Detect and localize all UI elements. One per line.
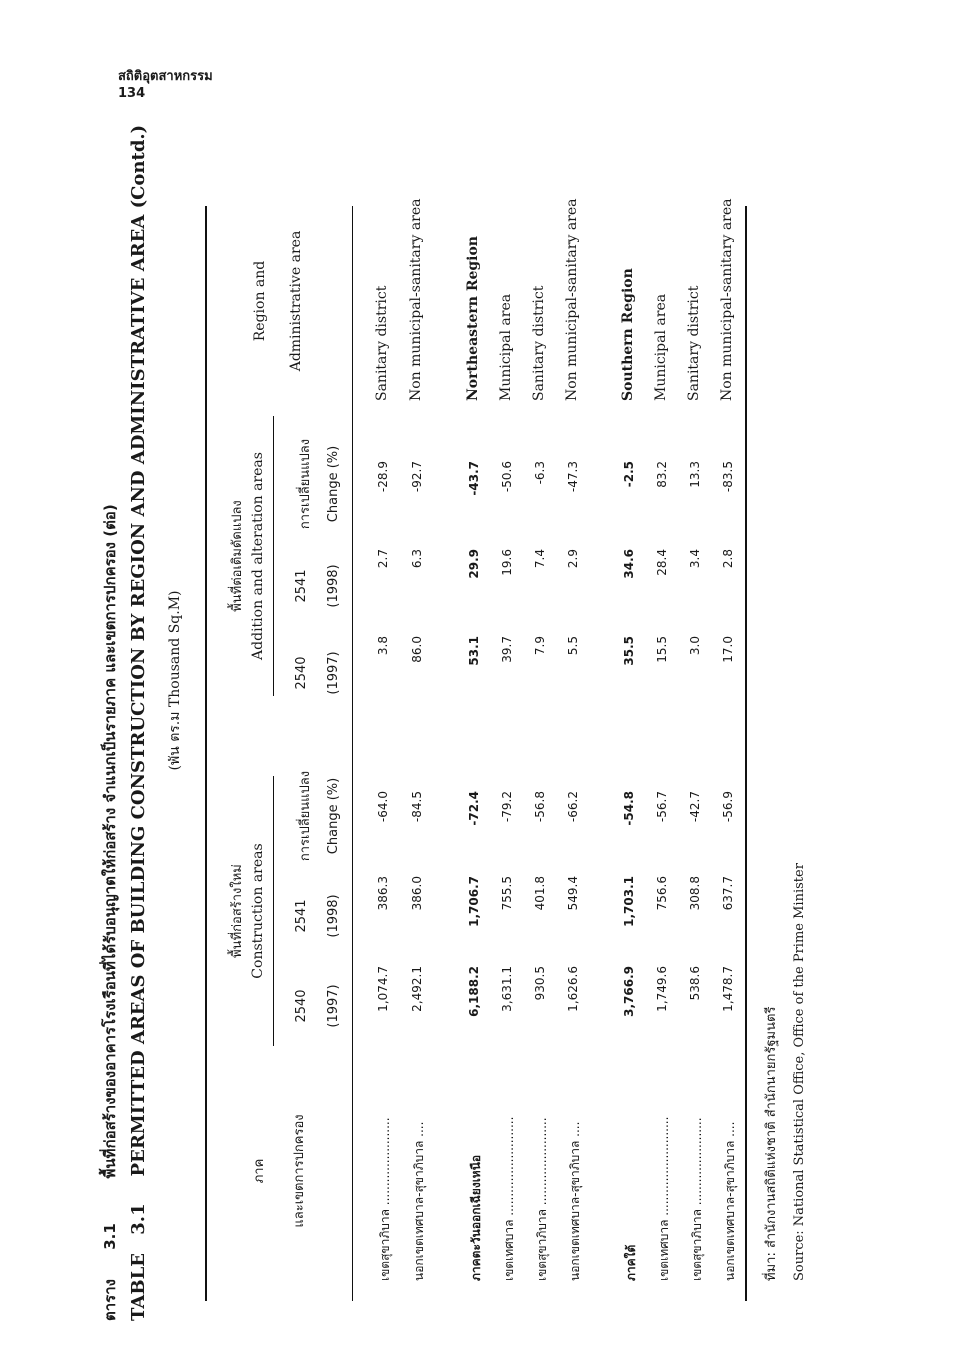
row-label-thai: เขตเทศบาล .......................... <box>502 1116 516 1281</box>
addition-header-rule <box>273 416 274 696</box>
table-number-eng: 3.1 <box>128 1203 149 1235</box>
cell-c1998: 386.0 <box>410 876 424 911</box>
cell-c1998: 637.7 <box>721 876 735 911</box>
header-bottom-rule <box>352 206 353 1301</box>
cell-a1998: 6.3 <box>410 549 424 569</box>
cell-a1998: 19.6 <box>500 549 514 576</box>
cell-cchg: -56.8 <box>533 791 547 823</box>
header-c-year1-ad: (1997) <box>326 984 341 1028</box>
table-title-thai <box>98 504 122 1321</box>
row-label-eng: Sanitary district <box>531 285 547 401</box>
cell-cchg: -56.9 <box>721 791 735 823</box>
header-region-eng: Region and <box>252 260 268 342</box>
cell-c1997: 1,478.7 <box>721 966 735 1012</box>
table-title-eng-text: PERMITTED AREAS OF BUILDING CONSTRUCTION BY REGION AND ADMINISTRATIVE AREA (Contd.) <box>128 124 149 1177</box>
cell-c1998: 386.3 <box>376 876 390 911</box>
cell-a1998: 28.4 <box>655 549 669 576</box>
row-label-eng: Non municipal-sanitary area <box>719 198 735 401</box>
row-label-thai: นอกเขตเทศบาล-สุขาภิบาล .... <box>568 1121 582 1281</box>
header-admin-eng: Administrative area <box>288 230 304 372</box>
cell-a1997: 3.8 <box>376 636 390 656</box>
cell-cchg: -64.0 <box>376 791 390 823</box>
cell-a1998: 7.4 <box>533 549 547 569</box>
cell-c1998: 1,706.7 <box>467 876 481 927</box>
row-label-thai: เขตสุขาภิบาล ....................... <box>535 1117 549 1281</box>
header-a-change-thai: การเปลี่ยนแปลง <box>298 438 313 530</box>
cell-a1997: 35.5 <box>622 636 636 666</box>
header-addition-thai: พื้นที่ต่อเติมดัดแปลง <box>230 500 245 612</box>
cell-c1997: 538.6 <box>688 966 702 1001</box>
table-bottom-rule <box>745 206 747 1301</box>
page-header-title: สถิติอุตสาหกรรม <box>118 69 213 84</box>
cell-c1998: 756.6 <box>655 876 669 911</box>
cell-a1997: 7.9 <box>533 636 547 656</box>
cell-a1997: 3.0 <box>688 636 702 656</box>
row-label-eng: Non municipal-sanitary area <box>564 198 580 401</box>
row-label-thai: เขตสุขาภิบาล ....................... <box>378 1117 392 1281</box>
row-label-thai: ภาคตะวันออกเฉียงเหนือ <box>469 1154 483 1281</box>
cell-c1997: 1,074.7 <box>376 966 390 1012</box>
cell-a1997: 17.0 <box>721 636 735 663</box>
cell-cchg: -72.4 <box>467 791 481 826</box>
cell-c1997: 1,749.6 <box>655 966 669 1012</box>
row-label-thai: นอกเขตเทศบาล-สุขาภิบาล .... <box>412 1121 426 1281</box>
construction-header-rule <box>273 776 274 1046</box>
header-a-change-eng: Change (%) <box>326 445 341 523</box>
cell-cchg: -54.8 <box>622 791 636 826</box>
table-number-thai: 3.1 <box>101 1223 119 1250</box>
cell-c1997: 3,766.9 <box>622 966 636 1017</box>
row-label-thai: ภาคใต้ <box>624 1244 638 1281</box>
cell-c1997: 1,626.6 <box>566 966 580 1012</box>
page-number: 134 <box>118 86 146 101</box>
table-title-eng <box>128 125 149 1321</box>
header-c-year1-be: 2540 <box>294 989 309 1023</box>
row-label-eng: Sanitary district <box>686 285 702 401</box>
table-unit: (พัน ตร.ม Thousand Sq.M) <box>167 590 183 771</box>
cell-achg: -2.5 <box>622 461 636 488</box>
row-label-eng: Municipal area <box>498 293 514 401</box>
cell-a1997: 5.5 <box>566 636 580 656</box>
cell-a1998: 2.9 <box>566 549 580 569</box>
row-label-eng: Sanitary district <box>374 285 390 401</box>
cell-c1997: 2,492.1 <box>410 966 424 1012</box>
cell-cchg: -84.5 <box>410 791 424 823</box>
header-construction-thai: พื้นที่ก่อสร้างใหม่ <box>230 864 245 958</box>
row-label-eng: Non municipal-sanitary area <box>408 198 424 401</box>
header-a-year1-ad: (1997) <box>326 651 341 695</box>
cell-a1997: 39.7 <box>500 636 514 663</box>
cell-c1997: 6,188.2 <box>467 966 481 1017</box>
header-admin-thai: และเขตการปกครอง <box>292 1114 307 1228</box>
cell-cchg: -56.7 <box>655 791 669 823</box>
cell-c1997: 930.5 <box>533 966 547 1001</box>
cell-achg: -83.5 <box>721 461 735 493</box>
cell-achg: 83.2 <box>655 461 669 488</box>
cell-c1998: 549.4 <box>566 876 580 911</box>
header-region-thai: ภาค <box>252 1158 267 1184</box>
header-c-year2-ad: (1998) <box>326 894 341 938</box>
cell-achg: -6.3 <box>533 461 547 485</box>
header-c-year2-be: 2541 <box>294 899 309 933</box>
header-construction-eng: Construction areas <box>250 843 266 979</box>
cell-a1998: 2.8 <box>721 549 735 569</box>
row-label-thai: นอกเขตเทศบาล-สุขาภิบาล .... <box>723 1121 737 1281</box>
table-title-thai-text: พื้นที่ก่อสร้างของอาคารโรงเรือนที่ได้รับอนุญาตให้ก่อสร้าง จำแนกเป็นรายภาค และเขตการปกครอง (ต่อ) <box>101 504 119 1179</box>
cell-a1997: 15.5 <box>655 636 669 663</box>
row-label-thai: เขตเทศบาล .......................... <box>657 1116 671 1281</box>
cell-achg: 13.3 <box>688 461 702 488</box>
table-label-thai: ตาราง <box>101 1279 119 1321</box>
cell-cchg: -42.7 <box>688 791 702 823</box>
cell-achg: -50.6 <box>500 461 514 493</box>
cell-c1998: 401.8 <box>533 876 547 911</box>
cell-a1997: 86.0 <box>410 636 424 663</box>
cell-achg: -92.7 <box>410 461 424 493</box>
cell-achg: -28.9 <box>376 461 390 493</box>
cell-a1998: 3.4 <box>688 549 702 569</box>
source-thai: ที่มา: สำนักงานสถิติแห่งชาติ สำนักนายกรัฐมนตรี <box>764 1006 779 1281</box>
cell-cchg: -79.2 <box>500 791 514 823</box>
cell-c1998: 755.5 <box>500 876 514 911</box>
header-a-year1-be: 2540 <box>294 656 309 690</box>
row-label-thai: เขตสุขาภิบาล ....................... <box>690 1117 704 1281</box>
row-label-eng: Municipal area <box>653 293 669 401</box>
cell-c1997: 3,631.1 <box>500 966 514 1012</box>
cell-a1997: 53.1 <box>467 636 481 666</box>
cell-achg: -47.3 <box>566 461 580 493</box>
table-label-eng: TABLE <box>128 1253 149 1321</box>
cell-a1998: 2.7 <box>376 549 390 569</box>
row-label-eng: Northeastern Region <box>465 236 481 401</box>
cell-a1998: 34.6 <box>622 549 636 579</box>
cell-c1998: 308.8 <box>688 876 702 911</box>
cell-cchg: -66.2 <box>566 791 580 823</box>
header-c-change-thai: การเปลี่ยนแปลง <box>298 770 313 862</box>
table-top-rule <box>205 206 207 1301</box>
header-addition-eng: Addition and alteration areas <box>250 452 266 660</box>
header-a-year2-be: 2541 <box>294 569 309 603</box>
cell-a1998: 29.9 <box>467 549 481 579</box>
source-eng: Source: National Statistical Office, Office of the Prime Minister <box>792 863 807 1281</box>
header-a-year2-ad: (1998) <box>326 564 341 608</box>
row-label-eng: Southern Region <box>620 268 636 401</box>
header-c-change-eng: Change (%) <box>326 777 341 855</box>
cell-c1998: 1,703.1 <box>622 876 636 927</box>
cell-achg: -43.7 <box>467 461 481 496</box>
